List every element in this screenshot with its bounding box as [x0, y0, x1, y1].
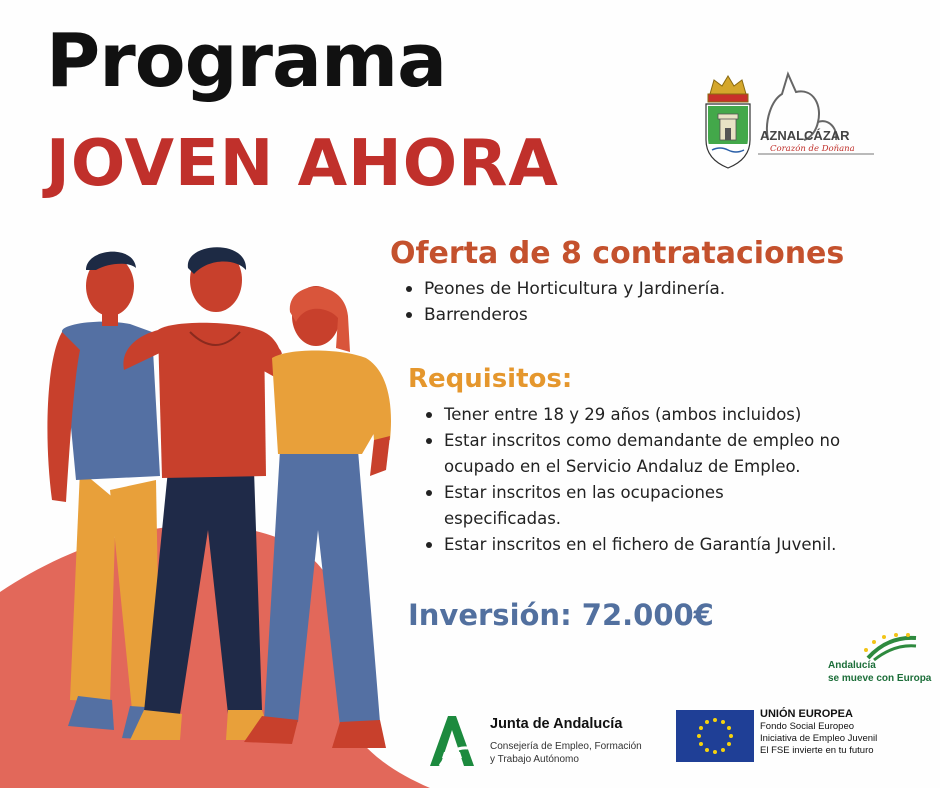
- aznalcazar-name: AZNALCÁZAR: [760, 128, 850, 143]
- investment-text: Inversión: 72.000€: [408, 598, 714, 632]
- list-item: Estar inscritos en el fichero de Garantía Juvenil.: [424, 532, 884, 558]
- eu-title: UNIÓN EUROPEA: [760, 708, 853, 720]
- andalucia-text: Andalucía: [828, 660, 876, 671]
- eu-line: Fondo Social Europeo: [760, 721, 855, 732]
- list-item: Barrenderos: [404, 302, 725, 328]
- offer-list: [404, 276, 725, 328]
- eu-line: El FSE invierte en tu futuro: [760, 745, 874, 756]
- list-item: Tener entre 18 y 29 años (ambos incluidos): [424, 402, 884, 428]
- aznalcazar-tagline: Corazón de Doñana: [770, 144, 855, 154]
- junta-department: Consejería de Empleo, Formación y Trabajo Autónomo: [490, 741, 642, 765]
- se-mueve-text: se mueve con Europa: [828, 673, 932, 684]
- man-left: [47, 252, 160, 740]
- requirements-list: [424, 402, 884, 558]
- stars-icon: [828, 632, 918, 662]
- list-item: Estar inscritos como demandante de empleo no ocupado en el Servicio Andaluz de Empleo.: [424, 428, 854, 480]
- aznalcazar-logo: [758, 70, 878, 170]
- eu-flag-icon: [676, 710, 754, 762]
- eu-text-block: [760, 708, 877, 757]
- young-people-illustration: [40, 240, 400, 760]
- eu-line: Iniciativa de Empleo Juvenil: [760, 733, 878, 744]
- title-programa: Programa: [46, 18, 447, 104]
- list-item: Peones de Horticultura y Jardinería.: [404, 276, 725, 302]
- list-item: Estar inscritos en las ocupaciones especificadas.: [424, 480, 774, 532]
- title-joven-ahora: JOVEN AHORA: [46, 127, 559, 201]
- coat-of-arms-icon: [700, 72, 756, 172]
- andalucia-europa-logo: [828, 632, 932, 688]
- junta-name: Junta de Andalucía: [490, 716, 623, 732]
- offer-heading: Oferta de 8 contrataciones: [390, 236, 845, 271]
- requirements-heading: Requisitos:: [408, 364, 573, 394]
- junta-andalucia-logo-icon: [426, 712, 478, 768]
